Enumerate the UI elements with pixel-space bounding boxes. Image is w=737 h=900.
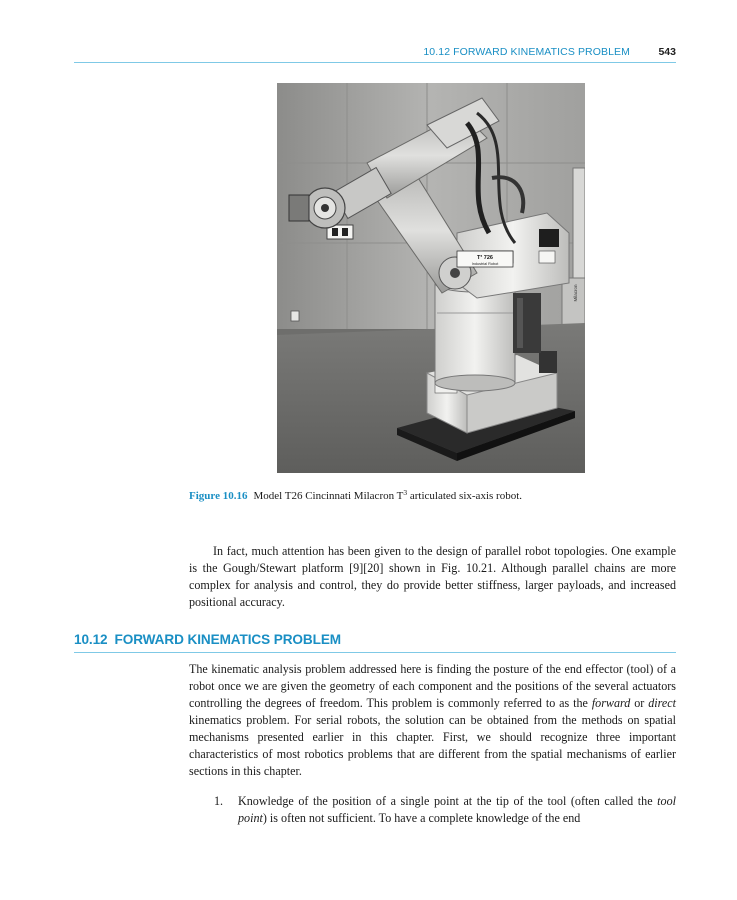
robot-badge (457, 251, 513, 267)
term-direct: direct (648, 696, 676, 710)
paragraph-2-part2: or (630, 696, 649, 710)
figure-caption-text-before: Model T26 Cincinnati Milacron T (253, 490, 404, 502)
list-item-number: 1. (214, 794, 224, 808)
paragraph-2-part1: The kinematic analysis problem addressed here is finding the posture of the end effector (tool) of a robot once we are given the geometry of each component and the positions of the several actuators controlling the degrees of freedom. This problem is commonly referred to as the (189, 662, 676, 710)
section-heading (74, 632, 676, 653)
figure-caption (189, 486, 669, 503)
section-number: 10.12 (74, 632, 108, 647)
robot-photo (277, 83, 585, 473)
list-item-part1: Knowledge of the position of a single point at the tip of the tool (often called the (238, 794, 658, 808)
figure-label: Figure 10.16 (189, 490, 248, 502)
paragraph-2-part3: kinematics problem. For serial robots, the solution can be obtained from the methods on spatial mechanisms presented earlier in this chapter. First, we should recognize three important characteristics of most robotics problems that are different from the spatial mechanisms of earlier sections in this chapter. (189, 713, 676, 778)
list-item-text (238, 793, 676, 827)
paragraph-parallel-robots: In fact, much attention has been given to the design of parallel robot topologies. One example is the Gough/Stewart platform [9][20] shown in Fig. 10.21. Although parallel chains are more complex for analysis and control, they do provide better stiffness, larger payloads, and increased positional accuracy. (189, 544, 676, 609)
running-head (74, 44, 676, 63)
robot-side-brand: Milacron (573, 284, 578, 302)
paragraph-forward-kinematics (189, 661, 676, 780)
figure-caption-superscript: 3 (403, 488, 408, 497)
robot-badge-model: T³ 726 (477, 255, 493, 261)
list-item-part2: ) is often not sufficient. To have a complete knowledge of the end (262, 811, 581, 825)
running-head-section-title: 10.12 FORWARD KINEMATICS PROBLEM (423, 46, 630, 58)
section-title: FORWARD KINEMATICS PROBLEM (114, 632, 342, 647)
figure-caption-text-after: articulated six-axis robot. (407, 490, 522, 502)
robot-photo-drawing (277, 83, 585, 473)
term-forward: forward (591, 696, 631, 710)
term-tool-point: tool point (238, 794, 676, 825)
robot-badge-subtitle: Industrial Robot (471, 262, 499, 266)
page-number: 543 (658, 46, 676, 58)
